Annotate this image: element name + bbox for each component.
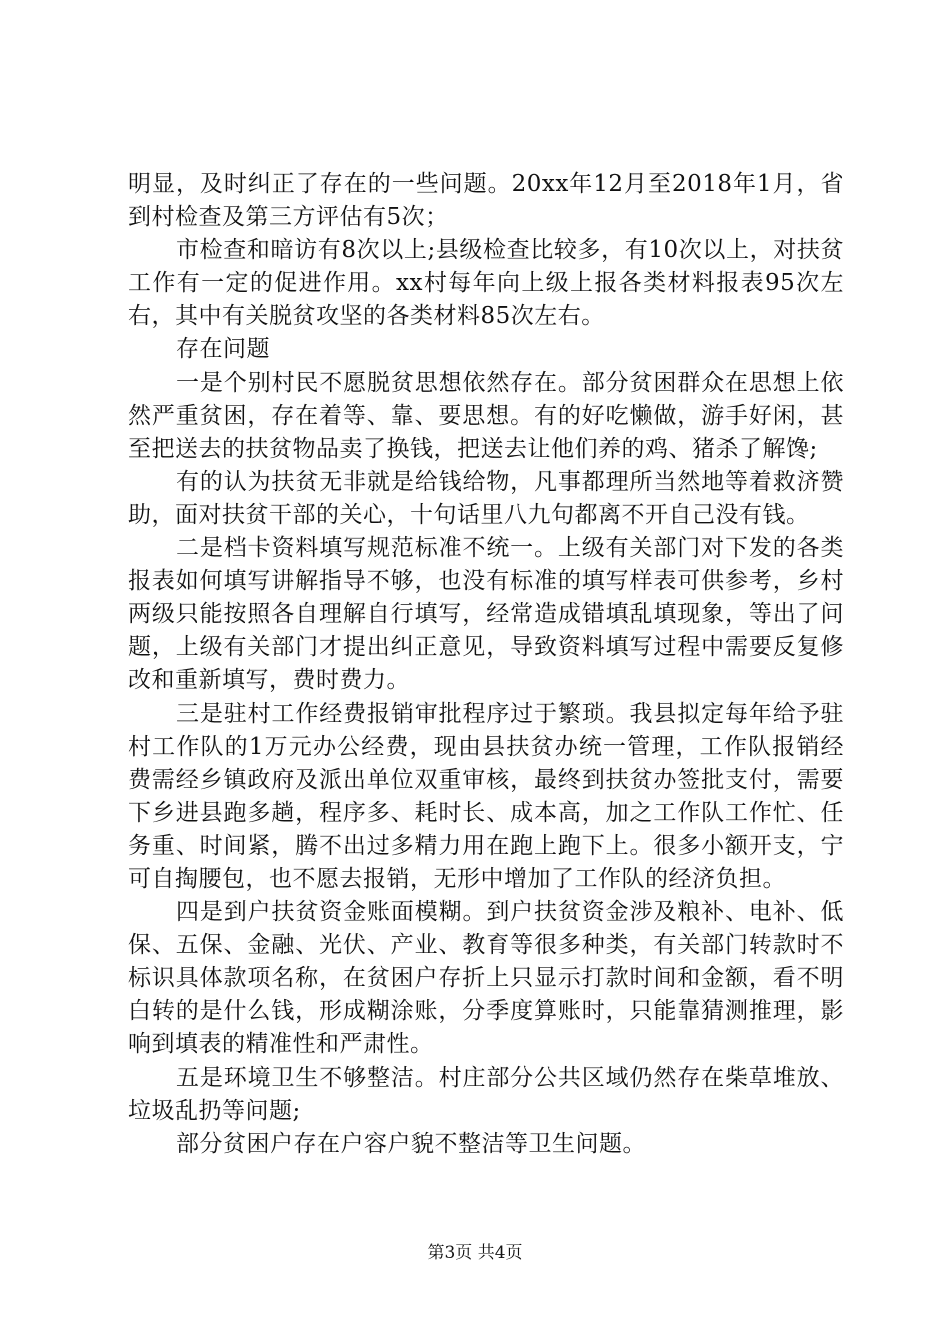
paragraph-continuation: 明显，及时纠正了存在的一些问题。20xx年12月至2018年1月，省到村检查及第三方评估有5次； (128, 171, 844, 231)
paragraph-problem-one-detail: 有的认为扶贫无非就是给钱给物，凡事都理所当然地等着救济赞助，面对扶贫干部的关心，十句话里八九句都离不开自己没有钱。 (128, 468, 844, 528)
paragraph-problem-three: 三是驻村工作经费报销审批程序过于繁琐。我县拟定每年给予驻村工作队的1万元办公经费，现由县扶贫办统一管理，工作队报销经费需经乡镇政府及派出单位双重审核，最终到扶贫办签批支付，需要下乡进县跑多趟，程序多、耗时长、成本高，加之工作队工作忙、任务重、时间紧，腾不出过多精力用在跑上跑下上。很多小额开支，宁可自掏腰包，也不愿去报销，无形中增加了工作队的经济负担。 (128, 700, 844, 892)
paragraph-inspections: 市检查和暗访有8次以上;县级检查比较多，有10次以上，对扶贫工作有一定的促进作用。xx村每年向上级上报各类材料报表95次左右，其中有关脱贫攻坚的各类材料85次左右。 (128, 237, 844, 330)
paragraph-problem-five: 五是环境卫生不够整洁。村庄部分公共区域仍然存在柴草堆放、垃圾乱扔等问题; (128, 1064, 844, 1124)
document-body (128, 168, 844, 1161)
paragraph-problem-one: 一是个别村民不愿脱贫思想依然存在。部分贫困群众在思想上依然严重贫困，存在着等、靠、要思想。有的好吃懒做，游手好闲，甚至把送去的扶贫物品卖了换钱，把送去让他们养的鸡、猪杀了解馋; (128, 369, 844, 462)
page-footer: 第3页 共4页 (427, 1243, 523, 1263)
paragraph-problem-four: 四是到户扶贫资金账面模糊。到户扶贫资金涉及粮补、电补、低保、五保、金融、光伏、产业、教育等很多种类，有关部门转款时不标识具体款项名称，在贫困户存折上只显示打款时间和金额，看不明白转的是什么钱，形成糊涂账，分季度算账时，只能靠猜测推理，影响到填表的精准性和严肃性。 (128, 899, 844, 1058)
paragraph-problem-five-detail: 部分贫困户存在户容户貌不整洁等卫生问题。 (176, 1130, 646, 1157)
section-heading-problems: 存在问题 (176, 336, 270, 363)
paragraph-problem-two: 二是档卡资料填写规范标准不统一。上级有关部门对下发的各类报表如何填写讲解指导不够，也没有标准的填写样表可供参考，乡村两级只能按照各自理解自行填写，经常造成错填乱填现象，等出了问题，上级有关部门才提出纠正意见，导致资料填写过程中需要反复修改和重新填写，费时费力。 (128, 535, 844, 694)
